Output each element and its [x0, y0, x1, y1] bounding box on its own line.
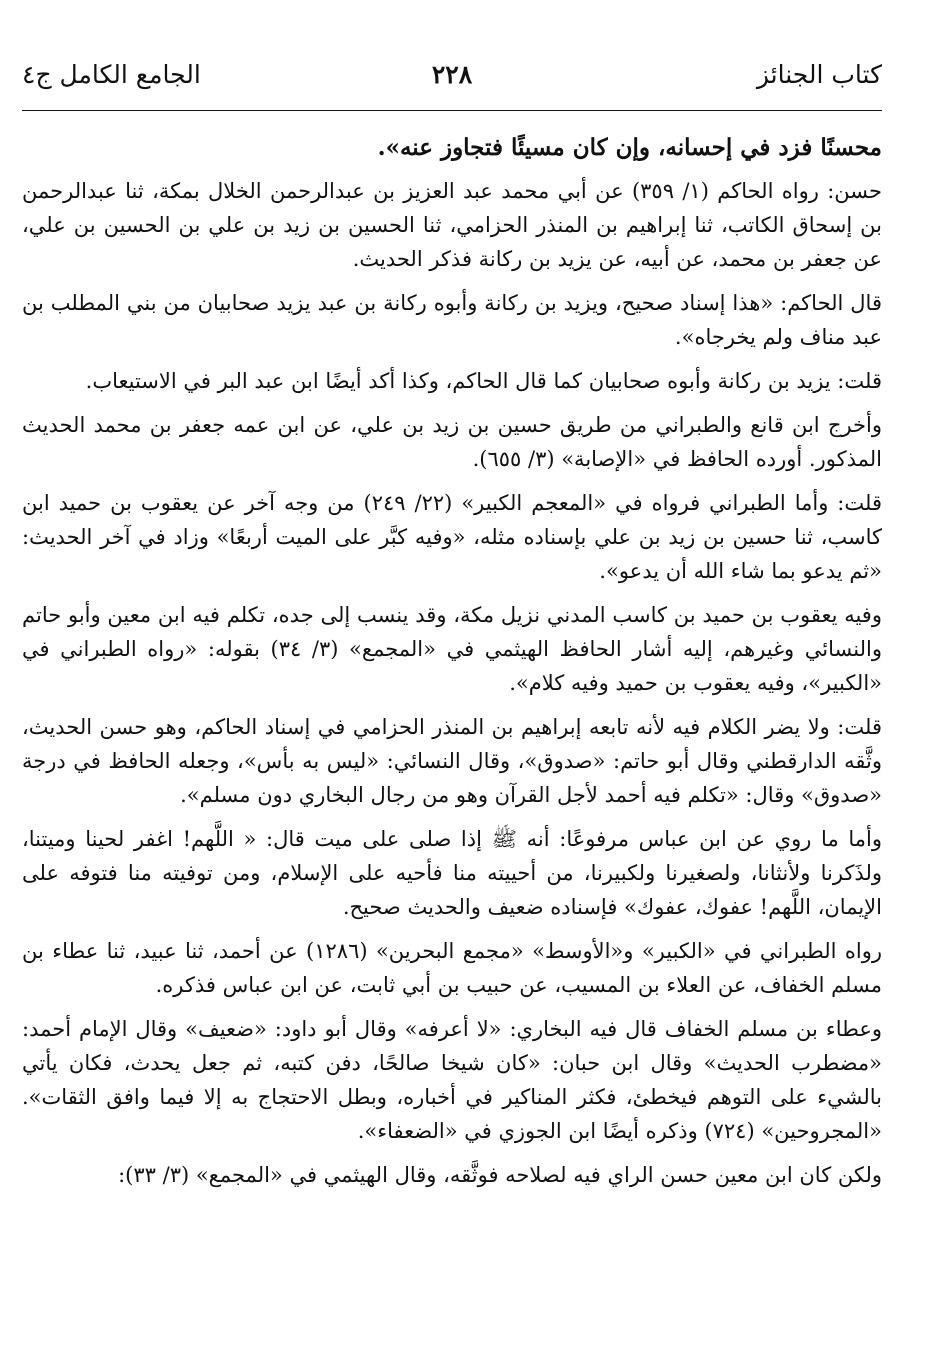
paragraph-yaqub-ibn-humaid: وفيه يعقوب بن حميد بن كاسب المدني نزيل مكة، وقد ينسب إلى جده، تكلم فيه ابن معين وأبو حاتم والنسائي وغيرهم، إليه أشار الحافظ الهيثمي في «المجمع» (٣/ ٣٤) بقوله: «رواه الطبراني في «الكبير»، وفيه يعقوب بن حميد وفيه كلام». [22, 603, 882, 695]
paragraph-ibn-abbas-hadith: وأما ما روي عن ابن عباس مرفوعًا: أنه ﷺ إذا صلى على ميت قال: « اللَّهم! اغفر لحينا وميتنا، ولذَكرنا ولأنثانا، ولصغيرنا ولكبيرنا، من أحييته منا فأحيه على الإسلام، ومن توفيته منا فتوفه على الإيمان، اللَّهم! عفوك، عفوك» فإسناده ضعيف والحديث صحيح. [22, 827, 882, 919]
paragraph-ibn-qani: وأخرج ابن قانع والطبراني من طريق حسين بن زيد بن علي، عن ابن عمه جعفر بن محمد الحديث المذكور. أورده الحافظ في «الإصابة» (٣/ ٦٥٥). [22, 413, 882, 471]
paragraph-hakim-quote: قال الحاكم: «هذا إسناد صحيح، ويزيد بن ركانة وأبوه ركانة بن عبد يزيد صحابيان من بني المطلب بن عبد مناف ولم يخرجاه». [22, 291, 882, 349]
page-body [22, 128, 882, 1202]
header-divider [22, 110, 882, 111]
page-header [22, 60, 882, 100]
paragraph-hadith-ending: محسنًا فزد في إحسانه، وإن كان مسيئًا فتجاوز عنه». [377, 134, 882, 161]
page-number: ٢٢٨ [431, 60, 473, 89]
paragraph-tabarani-kabir: قلت: وأما الطبراني فرواه في «المعجم الكبير» (٢٢/ ٢٤٩) من وجه آخر عن يعقوب بن حميد ابن كاسب، ثنا حسين بن زيد بن علي بإسناده مثله، «وفيه كبَّر على الميت أربعًا» وزاد في آخر الحديث: «ثم يدعو بما شاء الله أن يدعو». [22, 491, 882, 583]
book-title: الجامع الكامل ج٤ [22, 60, 201, 89]
paragraph-takhrij-hakim: حسن: رواه الحاكم (١/ ٣٥٩) عن أبي محمد عبد العزيز بن عبدالرحمن الخلال بمكة، ثنا عبدالرحمن بن إسحاق الكاتب، ثنا إبراهيم بن المنذر الحزامي، ثنا الحسين بن زيد بن علي بن الحسين بن علي، عن جعفر بن محمد، عن أبيه، عن يزيد بن ركانة فذكر الحديث. [22, 179, 882, 271]
paragraph-ata-khaffaf: وعطاء بن مسلم الخفاف قال فيه البخاري: «لا أعرفه» وقال أبو داود: «ضعيف» وقال الإمام أحمد: «مضطرب الحديث» وقال ابن حبان: «كان شيخا صالحًا، دفن كتبه، ثم جعل يحدث، فكان يأتي بالشيء على التوهم فيخطئ، فكثر المناكير في أخباره، وبطل الاحتجاج به إلا فيما وافق الثقات». «المجروحين» (٧٢٤) وذكره أيضًا ابن الجوزي في «الضعفاء». [22, 1017, 882, 1143]
paragraph-ibn-main: ولكن كان ابن معين حسن الراي فيه لصلاحه فوثَّقه، وقال الهيثمي في «المجمع» (٣/ ٣٣): [118, 1163, 882, 1187]
paragraph-note-yazid: قلت: يزيد بن ركانة وأبوه صحابيان كما قال الحاكم، وكذا أكد أيضًا ابن عبد البر في الاستيعاب. [85, 369, 882, 393]
chapter-title: كتاب الجنائز [756, 60, 882, 89]
paragraph-ibrahim-mundhir: قلت: ولا يضر الكلام فيه لأنه تابعه إبراهيم بن المنذر الحزامي في إسناد الحاكم، وهو حسن الحديث، وثَّقه الدارقطني وقال أبو حاتم: «صدوق»، وقال النسائي: «ليس به بأس»، وجعله الحافظ في درجة «صدوق» وقال: «تكلم فيه أحمد لأجل القرآن وهو من رجال البخاري دون مسلم». [22, 715, 882, 807]
book-page [22, 0, 882, 1370]
paragraph-tabarani-awsat: رواه الطبراني في «الكبير» و«الأوسط» «مجمع البحرين» (١٢٨٦) عن أحمد، ثنا عبيد، ثنا عطاء بن مسلم الخفاف، عن العلاء بن المسيب، عن حبيب بن أبي ثابت، عن ابن عباس فذكره. [22, 939, 883, 997]
